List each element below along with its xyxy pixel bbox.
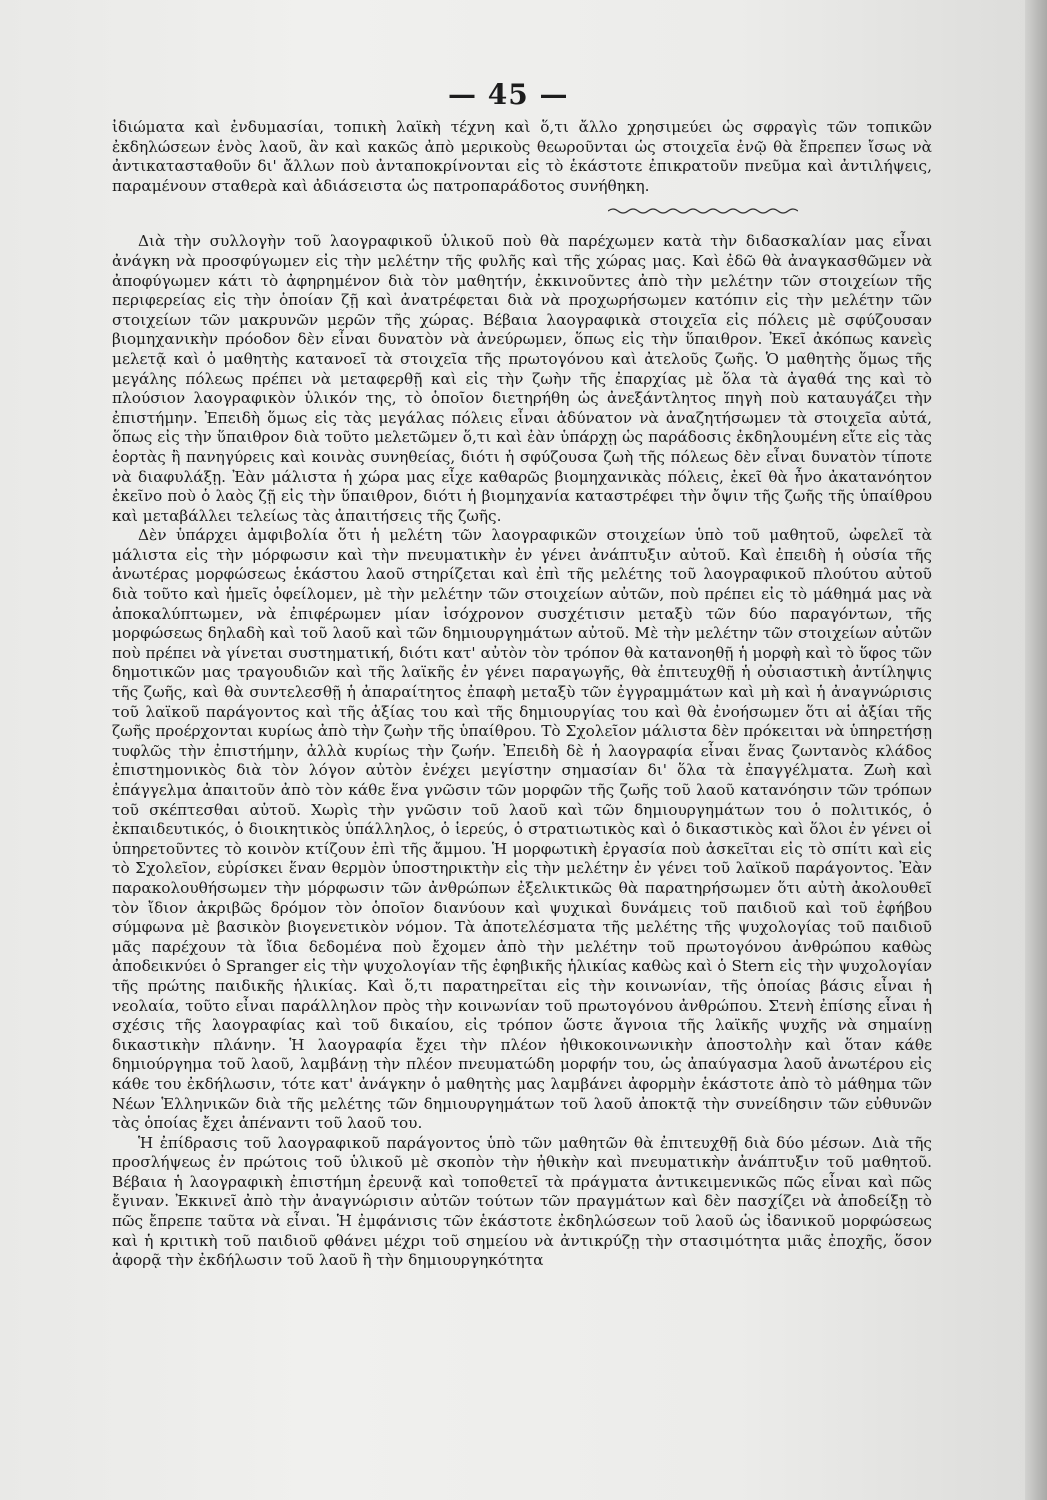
page-body — [112, 118, 932, 1271]
wavy-divider — [608, 206, 798, 216]
paragraph-4: Ἡ ἐπίδρασις τοῦ λαογραφικοῦ παράγοντος ὑπὸ τῶν μαθητῶν θὰ ἐπιτευχθῇ διὰ δύο μέσων. Διὰ τῆς προσλήψεως ἐν πρώτοις τοῦ ὑλικοῦ μὲ σκοπὸν τὴν ἠθικὴν καὶ πνευματικὴν ἀνάπτυξιν τοῦ μαθητοῦ. Βέβαια ἡ λαογραφικὴ ἐπιστήμη ἐρευνᾷ καὶ τοποθετεῖ τὰ πράγματα ἀντικειμενικῶς πῶς εἶναι καὶ πῶς ἔγιναν. Ἐκκινεῖ ἀπὸ τὴν ἀναγνώρισιν αὐτῶν τούτων τῶν πραγμάτων καὶ δὲν πασχίζει νὰ ἀποδείξῃ τὸ πῶς ἔπρεπε ταῦτα νὰ εἶναι. Ἡ ἐμφάνισις τῶν ἑκάστοτε ἐκδηλώσεων τοῦ λαοῦ ὡς ἰδανικοῦ μορφώσεως καὶ ἡ κριτικὴ τοῦ παιδιοῦ φθάνει μέχρι τοῦ σημείου νὰ ἀντικρύζῃ τὴν στασιμότητα μιᾶς ἐποχῆς, ὅσον ἀφορᾷ τὴν ἐκδήλωσιν τοῦ λαοῦ ἢ τὴν δημιουργηκότητα — [112, 1133, 932, 1270]
page-edge-shadow — [1025, 0, 1047, 1500]
paragraph-3: Δὲν ὑπάρχει ἀμφιβολία ὅτι ἡ μελέτη τῶν λαογραφικῶν στοιχείων ὑπὸ τοῦ μαθητοῦ, ὠφελεῖ τὰ μάλιστα εἰς τὴν μόρφωσιν καὶ τὴν πνευματικὴν ἐν γένει ἀνάπτυξιν αὐτοῦ. Καὶ ἐπειδὴ ἡ οὐσία τῆς ἀνωτέρας μορφώσεως ἑκάστου λαοῦ στηρίζεται καὶ ἐπὶ τῆς μελέτης τοῦ λαογραφικοῦ πλούτου αὐτοῦ διὰ τοῦτο καὶ ἡμεῖς ὀφείλομεν, μὲ τὴν μελέτην τῶν στοιχείων αὐτῶν, ποὺ πρέπει εἰς τὸ μάθημά μας νὰ ἀποκαλύπτωμεν, νὰ ἐπιφέρωμεν μίαν ἰσόχρονον συσχέτισιν μεταξὺ τῶν δύο παραγόντων, τῆς μορφώσεως δηλαδὴ καὶ τοῦ λαοῦ καὶ τῶν δημιουργημάτων αὐτοῦ. Μὲ τὴν μελέτην τῶν στοιχείων αὐτῶν ποὺ πρέπει νὰ γίνεται συστηματική, διότι κατ' αὐτὸν τὸν τρόπον θὰ κατανοηθῇ ἡ μορφὴ καὶ τὸ ὕφος τῶν δημοτικῶν μας τραγουδιῶν καὶ τῆς λαϊκῆς ἐν γένει παραγωγῆς, θὰ ἐπιτευχθῇ ἡ οὐσιαστικὴ ἀντίληψις τῆς ζωῆς, καὶ θὰ συντελεσθῇ ἡ ἀπαραίτητος ἐπαφὴ μεταξὺ τῶν ἐγγραμμάτων καὶ μὴ καὶ ἡ ἀναγνώρισις τοῦ λαϊκοῦ παράγοντος καὶ τῆς ἀξίας του καὶ τῆς δημιουργίας του καὶ θὰ ἐνοήσωμεν ὅτι αἱ ἀξίαι τῆς ζωῆς προέρχονται κυρίως ἀπὸ τὴν ζωὴν τῆς ὑπαίθρου. Τὸ Σχολεῖον μάλιστα δὲν πρόκειται νὰ ὑπηρετήσῃ τυφλῶς τὴν ἐπιστήμην, ἀλλὰ κυρίως τὴν ζωήν. Ἐπειδὴ δὲ ἡ λαογραφία εἶναι ἕνας ζωντανὸς κλάδος ἐπιστημονικὸς διὰ τὸν λόγον αὐτὸν ἐνέχει μεγίστην σημασίαν δι' ὅλα τὰ ἐπαγγέλματα. Ζωὴ καὶ ἐπάγγελμα ἀπαιτοῦν ἀπὸ τὸν κάθε ἕνα γνῶσιν τῶν μορφῶν τῆς ζωῆς τοῦ λαοῦ κατανόησιν τῶν τρόπων τοῦ σκέπτεσθαι αὐτοῦ. Χωρὶς τὴν γνῶσιν τοῦ λαοῦ καὶ τῶν δημιουργημάτων του ὁ πολιτικός, ὁ ἐκπαιδευτικός, ὁ διοικητικὸς ὑπάλληλος, ὁ ἱερεύς, ὁ στρατιωτικὸς καὶ ὁ δικαστικὸς καὶ ὅλοι ἐν γένει οἱ ὑπηρετοῦντες τὸ κοινὸν κτίζουν ἐπὶ τῆς ἄμμου. Ἡ μορφωτικὴ ἐργασία ποὺ ἀσκεῖται εἰς τὸ σπίτι καὶ εἰς τὸ Σχολεῖον, εὑρίσκει ἕναν θερμὸν ὑποστηρικτὴν εἰς τὴν μελέτην ἐν γένει τοῦ λαϊκοῦ παράγοντος. Ἐὰν παρακολουθήσωμεν τὴν μόρφωσιν τῶν ἀνθρώπων ἐξελικτικῶς θὰ παρατηρήσωμεν ὅτι αὐτὴ ἀκολουθεῖ τὸν ἴδιον ἀκριβῶς δρόμον τὸν ὁποῖον διανύουν καὶ ψυχικαὶ δυνάμεις τοῦ παιδιοῦ καὶ τοῦ ἐφήβου σύμφωνα μὲ βασικὸν βιογενετικὸν νόμον. Τὰ ἀποτελέσματα τῆς μελέτης τῆς ψυχολογίας τοῦ παιδιοῦ μᾶς παρέχουν τὰ ἴδια δεδομένα ποὺ ἔχομεν ἀπὸ τὴν μελέτην τοῦ πρωτογόνου ἀνθρώπου καθὼς ἀποδεικνύει ὁ Spranger εἰς τὴν ψυχολογίαν τῆς ἐφηβικῆς ἡλικίας καθὼς καὶ ὁ Stern εἰς τὴν ψυχολογίαν τῆς πρώτης παιδικῆς ἡλικίας. Καὶ ὅ,τι παρατηρεῖται εἰς τὴν κοινωνίαν, τῆς ὁποίας βάσις εἶναι ἡ νεολαία, τοῦτο εἶναι παράλληλον πρὸς τὴν κοινωνίαν τοῦ πρωτογόνου ἀνθρώπου. Στενὴ ἐπίσης εἶναι ἡ σχέσις τῆς λαογραφίας καὶ τοῦ δικαίου, εἰς τρόπον ὥστε ἄγνοια τῆς λαϊκῆς ψυχῆς νὰ σημαίνῃ δικαστικὴν πλάνην. Ἡ λαογραφία ἔχει τὴν πλέον ἠθικοκοινωνικὴν ἀποστολὴν καὶ ὅταν κάθε δημιούργημα τοῦ λαοῦ, λαμβάνῃ τὴν πλέον πνευματώδη μορφήν του, ὡς ἀπαύγασμα λαοῦ ἀνωτέρου εἰς κάθε του ἐκδήλωσιν, τότε κατ' ἀνάγκην ὁ μαθητὴς μας λαμβάνει ἀφορμὴν ἑκάστοτε ἀπὸ τὸ μάθημα τῶν Νέων Ἑλληνικῶν διὰ τῆς μελέτης τῶν δημιουργημάτων τοῦ λαοῦ ἀποκτᾷ τὴν συνείδησιν τῶν εὐθυνῶν τὰς ὁποίας ἔχει ἀπέναντι τοῦ λαοῦ του. — [112, 526, 932, 1133]
paragraph-1: ἰδιώματα καὶ ἐνδυμασίαι, τοπικὴ λαϊκὴ τέχνη καὶ ὅ,τι ἄλλο χρησιμεύει ὡς σφραγὶς τῶν τοπικῶν ἐκδηλώσεων ἑνὸς λαοῦ, ἂν καὶ κακῶς ἀπὸ μερικοὺς θεωροῦνται ὡς στοιχεῖα ἐνῷ θὰ ἔπρεπεν ἴσως νὰ ἀντικατασταθοῦν δι' ἄλλων ποὺ ἀνταποκρίνονται εἰς τὸ ἑκάστοτε ἐπικρατοῦν πνεῦμα καὶ ἀντιλήψεις, παραμένουν σταθερὰ καὶ ἀδιάσειστα ὡς πατροπαράδοτος συνήθηκη. — [112, 118, 932, 195]
paragraph-2: Διὰ τὴν συλλογὴν τοῦ λαογραφικοῦ ὑλικοῦ ποὺ θὰ παρέχωμεν κατὰ τὴν διδασκαλίαν μας εἶναι ἀνάγκη νὰ προσφύγωμεν εἰς τὴν μελέτην τῆς φυλῆς καὶ τῆς χώρας μας. Καὶ ἐδῶ θὰ ἀναγκασθῶμεν νὰ ἀποφύγωμεν κάτι τὸ ἀφηρημένον διὰ τὸν μαθητήν, ἐκκινοῦντες ἀπὸ τὴν μελέτην τῶν στοιχείων τῆς περιφερείας εἰς τὴν ὁποίαν ζῇ καὶ ἀνατρέφεται διὰ νὰ προχωρήσωμεν κατόπιν εἰς τὴν μελέτην τῶν στοιχείων τῶν μακρυνῶν μερῶν τῆς χώρας. Βέβαια λαογραφικὰ στοιχεῖα εἰς πόλεις μὲ σφύζουσαν βιομηχανικὴν πρόοδον δὲν εἶναι δυνατὸν νὰ ἀνεύρωμεν, ὅπως εἰς τὴν ὕπαιθρον. Ἐκεῖ ἀκόπως κανεὶς μελετᾷ καὶ ὁ μαθητὴς κατανοεῖ τὰ στοιχεῖα τῆς πρωτογόνου καὶ ἀτελοῦς ζωῆς. Ὁ μαθητὴς ὅμως τῆς μεγάλης πόλεως πρέπει νὰ μεταφερθῇ καὶ εἰς τὴν ζωὴν τῆς ἐπαρχίας μὲ ὅλα τὰ ἀγαθά της καὶ τὸ πλούσιον λαογραφικὸν ὑλικόν της, τὸ ὁποῖον διετηρήθη ὡς ἀνεξάντλητος πηγὴ ποὺ καταυγάζει τὴν ἐπιστήμην. Ἐπειδὴ ὅμως εἰς τὰς μεγάλας πόλεις εἶναι ἀδύνατον νὰ ἀναζητήσωμεν τὰ στοιχεῖα αὐτά, ὅπως εἰς τὴν ὕπαιθρον διὰ τοῦτο μελετῶμεν ὅ,τι καὶ ἐὰν ὑπάρχῃ ὡς παράδοσις ἐκδηλουμένη εἴτε εἰς τὰς ἑορτὰς ἢ πανηγύρεις καὶ κοινὰς συνηθείας, διότι ἡ σφύζουσα ζωὴ τῆς πόλεως δὲν εἶναι δυνατὸν τίποτε νὰ διαφυλάξῃ. Ἐὰν μάλιστα ἡ χώρα μας εἶχε καθαρῶς βιομηχανικὰς πόλεις, ἐκεῖ θὰ ἦνο ἀκατανόητον ἐκεῖνο ποὺ ὁ λαὸς ζῇ εἰς τὴν ὕπαιθρον, διότι ἡ βιομηχανία καταστρέφει τὴν ὄψιν τῆς ζωῆς τῆς ὑπαίθρου καὶ μεταβάλλει τελείως τὰς ἀπαιτήσεις τῆς ζωῆς. — [112, 232, 932, 525]
page-number: — 45 — — [448, 78, 569, 111]
